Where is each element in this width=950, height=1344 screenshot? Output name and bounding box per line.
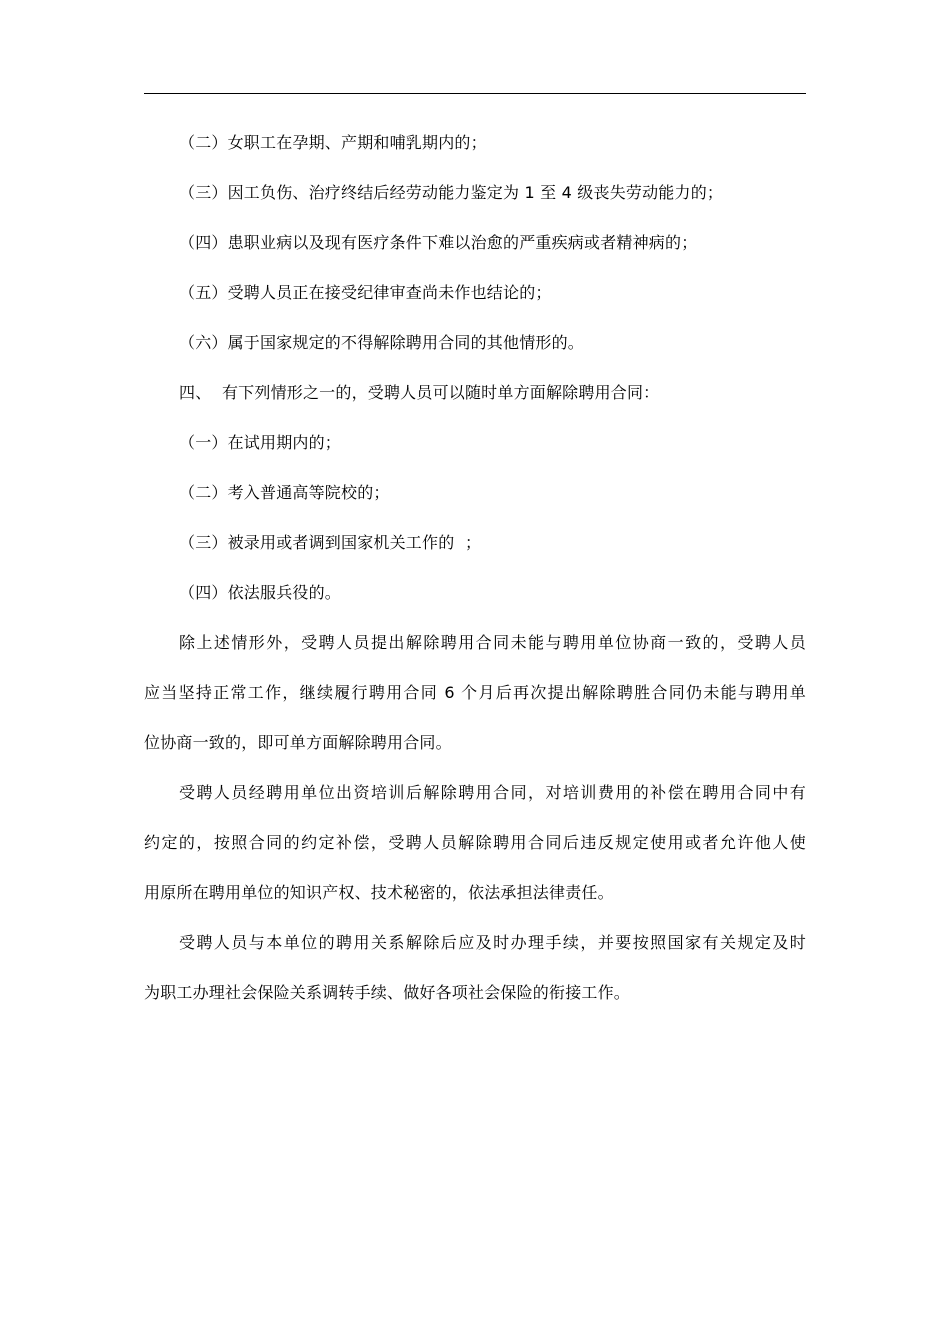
paragraph-line: 受聘人员与本单位的聘用关系解除后应及时办理手续，并要按照国家有关规定及时 <box>179 933 806 952</box>
section-heading: 四、 有下列情形之一的，受聘人员可以随时单方面解除聘用合同： <box>179 383 660 402</box>
paragraph-training-compensation <box>144 768 806 918</box>
paragraph-line: 约定的，按照合同的约定补偿，受聘人员解除聘用合同后违反规定使用或者允许他人使 <box>144 833 806 852</box>
paragraph-social-insurance <box>144 918 806 1018</box>
list-item: （五）受聘人员正在接受纪律审查尚未作也结论的； <box>179 283 552 302</box>
paragraph-line: 应当坚持正常工作，继续履行聘用合同 6 个月后再次提出解除聘胜合同仍未能与聘用单 <box>144 683 806 702</box>
list-item: （四）依法服兵役的。 <box>179 583 342 602</box>
list-item: （二）女职工在孕期、产期和哺乳期内的； <box>179 133 487 152</box>
list-item: （三）被录用或者调到国家机关工作的 ； <box>179 533 482 552</box>
list-item: （四）患职业病以及现有医疗条件下难以治愈的严重疾病或者精神病的； <box>179 233 698 252</box>
document-body <box>144 118 806 1018</box>
paragraph-line: 除上述情形外，受聘人员提出解除聘用合同未能与聘用单位协商一致的，受聘人员 <box>179 633 806 652</box>
list-item: （二）考入普通高等院校的； <box>179 483 390 502</box>
list-item: （一）在试用期内的； <box>179 433 342 452</box>
paragraph-line: 用原所在聘用单位的知识产权、技术秘密的，依法承担法律责任。 <box>144 883 614 902</box>
paragraph-line: 为职工办理社会保险关系调转手续、做好各项社会保险的衔接工作。 <box>144 983 631 1002</box>
list-item: （三）因工负伤、治疗终结后经劳动能力鉴定为 1 至 4 级丧失劳动能力的； <box>179 183 724 202</box>
header-rule <box>144 93 806 94</box>
paragraph-line: 受聘人员经聘用单位出资培训后解除聘用合同，对培训费用的补偿在聘用合同中有 <box>179 783 806 802</box>
paragraph-resignation-procedure <box>144 618 806 768</box>
paragraph-line: 位协商一致的，即可单方面解除聘用合同。 <box>144 733 452 752</box>
list-item: （六）属于国家规定的不得解除聘用合同的其他情形的。 <box>179 333 585 352</box>
